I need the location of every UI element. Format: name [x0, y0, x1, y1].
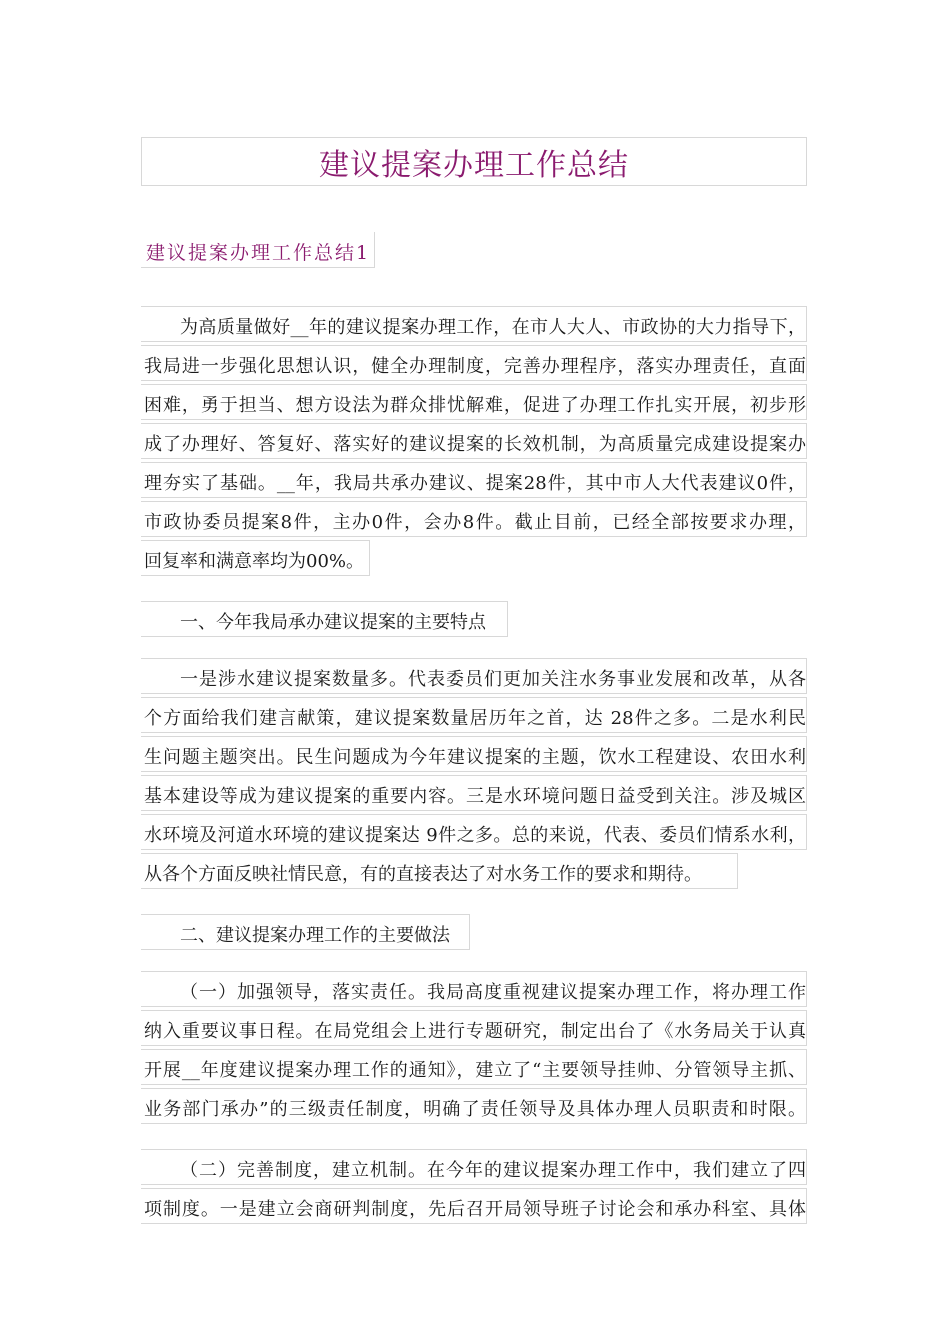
paragraph-2-line: 一是涉水建议提案数量多。代表委员们更加关注水务事业发展和改革，从各 — [141, 658, 807, 694]
paragraph-3-line: 开展__年度建议提案办理工作的通知》，建立了“主要领导挂帅、分管领导主抓、 — [141, 1049, 807, 1085]
paragraph-4-line: 项制度。一是建立会商研判制度，先后召开局领导班子讨论会和承办科室、具体 — [141, 1188, 807, 1224]
document-title-box — [141, 137, 807, 186]
section-heading-1: 一、今年我局承办建议提案的主要特点 — [141, 601, 508, 637]
paragraph-1-line: 回复率和满意率均为00%。 — [141, 540, 370, 576]
paragraph-2-line: 生问题主题突出。民生问题成为今年建议提案的主题，饮水工程建设、农田水利 — [141, 736, 807, 772]
paragraph-3-line: （一）加强领导，落实责任。我局高度重视建议提案办理工作，将办理工作 — [141, 971, 807, 1007]
paragraph-1-line: 成了办理好、答复好、落实好的建议提案的长效机制，为高质量完成建设提案办 — [141, 423, 807, 459]
paragraph-1-line: 市政协委员提案8件，主办0件，会办8件。截止目前，已经全部按要求办理， — [141, 501, 807, 537]
paragraph-3-line: 业务部门承办”的三级责任制度，明确了责任领导及具体办理人员职责和时限。 — [141, 1088, 807, 1124]
paragraph-1-line: 困难，勇于担当、想方设法为群众排忧解难，促进了办理工作扎实开展，初步形 — [141, 384, 807, 420]
paragraph-2-line: 水环境及河道水环境的建议提案达 9件之多。总的来说，代表、委员们情系水利， — [141, 814, 807, 850]
paragraph-1-line: 为高质量做好__年的建议提案办理工作，在市人大人、市政协的大力指导下， — [141, 306, 807, 342]
paragraph-1-line: 我局进一步强化思想认识，健全办理制度，完善办理程序，落实办理责任，直面 — [141, 345, 807, 381]
paragraph-2-line: 个方面给我们建言献策，建议提案数量居历年之首，达 28件之多。二是水利民 — [141, 697, 807, 733]
paragraph-2-line: 基本建设等成为建议提案的重要内容。三是水环境问题日益受到关注。涉及城区 — [141, 775, 807, 811]
paragraph-3-line: 纳入重要议事日程。在局党组会上进行专题研究，制定出台了《水务局关于认真 — [141, 1010, 807, 1046]
paragraph-4-line: （二）完善制度，建立机制。在今年的建议提案办理工作中，我们建立了四 — [141, 1149, 807, 1185]
paragraph-2-line: 从各个方面反映社情民意，有的直接表达了对水务工作的要求和期待。 — [141, 853, 738, 889]
paragraph-1-line: 理夯实了基础。__年，我局共承办建议、提案28件，其中市人大代表建议0件， — [141, 462, 807, 498]
section-heading-2: 二、建议提案办理工作的主要做法 — [141, 914, 470, 950]
section-subtitle: 建议提案办理工作总结1 — [141, 232, 375, 268]
document-title: 建议提案办理工作总结 — [319, 147, 629, 183]
